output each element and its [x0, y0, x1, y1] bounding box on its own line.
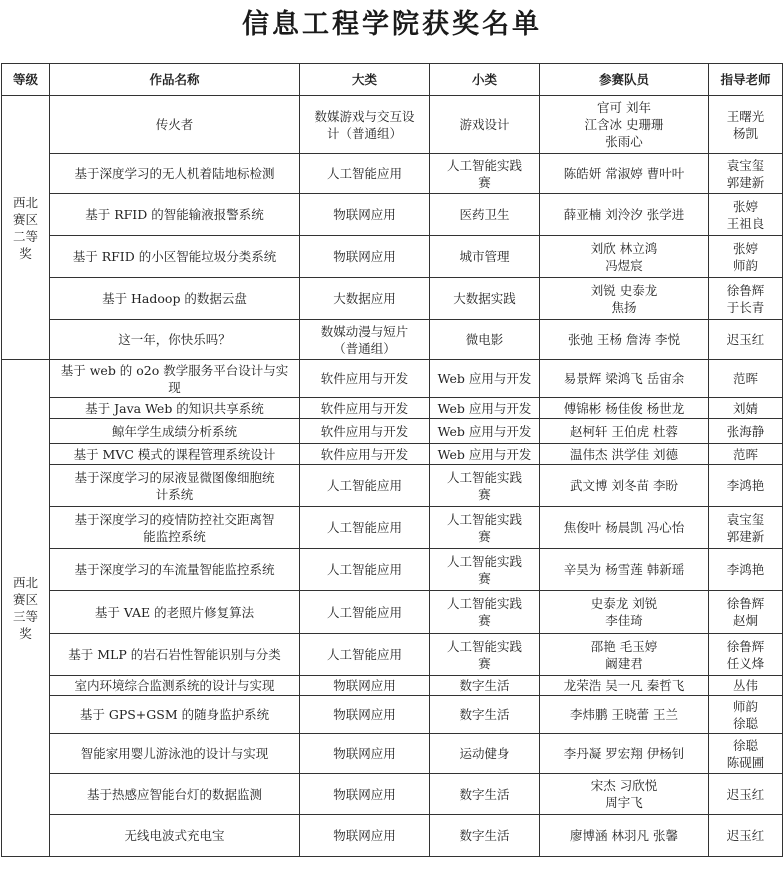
team-members-cell: [540, 696, 709, 734]
cell-line: 人工智能实践: [446, 553, 522, 569]
cell-line: 基于 RFID 的智能输液报警系统: [85, 207, 264, 222]
advisor-cell: [709, 465, 783, 507]
cell-line: 官可 刘年: [597, 100, 651, 115]
category-cell: [300, 419, 430, 444]
cell-line: 软件应用与开发: [320, 371, 409, 386]
cell-line: 赛: [478, 486, 491, 502]
work-name-cell: [50, 398, 300, 419]
cell-line: 人工智能应用: [326, 604, 402, 620]
category-cell: [300, 96, 430, 154]
team-members-cell: [540, 591, 709, 634]
team-members-cell: [540, 676, 709, 696]
cell-line: 张婷: [732, 198, 758, 214]
cell-line: 人工智能实践: [446, 511, 522, 527]
advisor-cell: [709, 774, 783, 815]
cell-line: 室内环境综合监测系统的设计与实现: [74, 678, 275, 693]
category-cell: [300, 444, 430, 465]
award-level-line: 奖: [19, 626, 32, 641]
header-work-name: 作品名称: [50, 64, 300, 96]
cell-line: 郭建新: [726, 528, 765, 544]
advisor-cell: [709, 360, 783, 398]
work-name-cell: [50, 507, 300, 549]
category-cell: [300, 774, 430, 815]
category-cell: [300, 634, 430, 676]
table-row: [2, 634, 783, 676]
cell-line: 基于 MLP 的岩石岩性智能识别与分类: [68, 647, 281, 662]
cell-line: 刘锐 史泰龙: [590, 282, 658, 298]
cell-line: 李鸿艳: [726, 562, 765, 577]
subcategory-cell: [430, 360, 540, 398]
table-row: [2, 96, 783, 154]
subcategory-cell: [430, 507, 540, 549]
cell-line: 基于 GPS+GSM 的随身监护系统: [79, 707, 270, 722]
category-cell: [300, 591, 430, 634]
team-members-cell: [540, 774, 709, 815]
category-cell: [300, 320, 430, 360]
cell-line: 现: [168, 379, 181, 395]
table-row: [2, 419, 783, 444]
cell-line: 徐鲁辉: [726, 638, 765, 654]
header-team-members: 参赛队员: [540, 64, 709, 96]
table-row: [2, 815, 783, 857]
subcategory-cell: [430, 278, 540, 320]
cell-line: 龙荣浩 吴一凡 秦哲飞: [563, 678, 685, 693]
work-name-cell: [50, 591, 300, 634]
category-cell: [300, 696, 430, 734]
cell-line: 赛: [478, 528, 491, 544]
cell-line: 冯煜宸: [605, 257, 643, 273]
cell-line: 基于深度学习的疫情防控社交距离智: [74, 511, 275, 527]
cell-line: 基于深度学习的尿液显微图像细胞统: [74, 469, 275, 485]
cell-line: 李鸿艳: [726, 478, 765, 493]
award-level-line: 二等: [12, 228, 38, 244]
cell-line: 王祖良: [726, 215, 765, 231]
team-members-cell: [540, 634, 709, 676]
cell-line: 李炜鹏 王晓蕾 王兰: [570, 707, 678, 722]
table-row: [2, 236, 783, 278]
cell-line: 薛亚楠 刘泠汐 张学进: [563, 207, 685, 222]
subcategory-cell: [430, 634, 540, 676]
table-row: [2, 696, 783, 734]
cell-line: 基于 Hadoop 的数据云盘: [102, 291, 247, 306]
cell-line: 武文博 刘冬苗 李盼: [570, 478, 678, 493]
advisor-cell: [709, 444, 783, 465]
cell-line: 基于 VAE 的老照片修复算法: [94, 604, 255, 620]
advisor-cell: [709, 96, 783, 154]
category-cell: [300, 398, 430, 419]
cell-line: 人工智能应用: [326, 166, 402, 181]
cell-line: 陈皓妍 常淑婷 曹叶叶: [563, 166, 685, 181]
cell-line: 张海静: [726, 423, 765, 439]
cell-line: 物联网应用: [333, 786, 396, 802]
cell-line: 范晖: [732, 371, 758, 386]
work-name-cell: [50, 320, 300, 360]
cell-line: 传火者: [155, 117, 194, 132]
work-name-cell: [50, 774, 300, 815]
advisor-cell: [709, 236, 783, 278]
subcategory-cell: [430, 444, 540, 465]
table-row: [2, 734, 783, 774]
cell-line: Web 应用与开发: [437, 371, 532, 386]
cell-line: 游戏设计: [459, 117, 510, 132]
cell-line: 大数据实践: [453, 291, 516, 306]
team-members-cell: [540, 507, 709, 549]
cell-line: 焦扬: [611, 299, 637, 315]
table-body: [2, 96, 783, 857]
advisor-cell: [709, 194, 783, 236]
advisor-cell: [709, 320, 783, 360]
advisor-cell: [709, 634, 783, 676]
cell-line: 基于热感应智能台灯的数据监测: [86, 786, 262, 802]
cell-line: （普通组）: [333, 340, 396, 356]
subcategory-cell: [430, 676, 540, 696]
cell-line: 软件应用与开发: [320, 423, 409, 439]
cell-line: 郭建新: [726, 174, 765, 190]
table-row: [2, 194, 783, 236]
cell-line: 计（普通组）: [326, 125, 402, 141]
award-level-line: 赛区: [12, 592, 38, 607]
table-row: [2, 676, 783, 696]
advisor-cell: [709, 549, 783, 591]
cell-line: 人工智能应用: [326, 520, 402, 535]
cell-line: 于长青: [726, 299, 765, 315]
work-name-cell: [50, 815, 300, 857]
advisor-cell: [709, 734, 783, 774]
advisor-cell: [709, 591, 783, 634]
category-cell: [300, 676, 430, 696]
cell-line: 赵柯轩 王伯虎 杜蓉: [570, 423, 678, 439]
cell-line: 迟玉红: [726, 786, 765, 802]
table-row: [2, 465, 783, 507]
cell-line: 师韵: [732, 257, 758, 273]
cell-line: 师韵: [732, 698, 758, 714]
cell-line: 数字生活: [459, 678, 510, 693]
page-title: 信息工程学院获奖名单: [242, 9, 542, 40]
cell-line: 阚建君: [605, 655, 643, 671]
cell-line: Web 应用与开发: [437, 400, 532, 416]
cell-line: 物联网应用: [333, 249, 396, 264]
cell-line: 赛: [478, 655, 491, 671]
subcategory-cell: [430, 591, 540, 634]
cell-line: 赛: [478, 570, 491, 586]
cell-line: 宋杰 习欣悦: [590, 778, 658, 793]
cell-line: 张婷: [732, 240, 758, 256]
cell-line: 袁宝玺: [726, 157, 765, 173]
category-cell: [300, 236, 430, 278]
award-level-line: 三等: [12, 609, 38, 624]
cell-line: 基于 web 的 o2o 教学服务平台设计与实: [60, 362, 289, 378]
cell-line: 物联网应用: [333, 828, 396, 843]
table-row: [2, 360, 783, 398]
team-members-cell: [540, 96, 709, 154]
cell-line: 无线电波式充电宝: [124, 828, 225, 843]
award-level-line: 赛区: [12, 211, 38, 227]
work-name-cell: [50, 419, 300, 444]
award-level-cell: [2, 360, 50, 857]
category-cell: [300, 815, 430, 857]
work-name-cell: [50, 278, 300, 320]
header-subcategory: 小类: [430, 64, 540, 96]
category-cell: [300, 507, 430, 549]
category-cell: [300, 549, 430, 591]
cell-line: 徐聪: [732, 737, 758, 753]
table-row: [2, 774, 783, 815]
subcategory-cell: [430, 774, 540, 815]
cell-line: 易景辉 梁鸿飞 岳宙余: [563, 371, 685, 386]
cell-line: 软件应用与开发: [320, 400, 409, 416]
subcategory-cell: [430, 696, 540, 734]
cell-line: 微电影: [465, 332, 504, 347]
cell-line: 人工智能实践: [446, 596, 522, 611]
cell-line: Web 应用与开发: [437, 423, 532, 439]
subcategory-cell: [430, 320, 540, 360]
cell-line: 廖博涵 林羽凡 张馨: [570, 828, 678, 843]
team-members-cell: [540, 465, 709, 507]
category-cell: [300, 360, 430, 398]
cell-line: 基于深度学习的车流量智能监控系统: [74, 562, 275, 577]
work-name-cell: [50, 194, 300, 236]
team-members-cell: [540, 360, 709, 398]
work-name-cell: [50, 465, 300, 507]
subcategory-cell: [430, 154, 540, 194]
subcategory-cell: [430, 398, 540, 419]
cell-line: 基于 Java Web 的知识共享系统: [85, 400, 264, 416]
cell-line: 数媒动漫与短片: [320, 323, 409, 339]
cell-line: Web 应用与开发: [437, 446, 532, 462]
team-members-cell: [540, 419, 709, 444]
category-cell: [300, 465, 430, 507]
cell-line: 徐鲁辉: [726, 596, 765, 611]
cell-line: 刘婧: [732, 400, 758, 416]
category-cell: [300, 194, 430, 236]
cell-line: 周宇飞: [605, 795, 643, 810]
subcategory-cell: [430, 194, 540, 236]
cell-line: 杨凯: [732, 125, 758, 141]
cell-line: 王曙光: [726, 108, 765, 124]
cell-line: 赛: [478, 613, 491, 628]
subcategory-cell: [430, 96, 540, 154]
cell-line: 基于 MVC 模式的课程管理系统设计: [73, 446, 276, 462]
cell-line: 袁宝玺: [726, 511, 765, 527]
table-row: [2, 549, 783, 591]
cell-line: 傅锦彬 杨佳俊 杨世龙: [563, 400, 685, 416]
table-row: [2, 278, 783, 320]
cell-line: 基于深度学习的无人机着陆地标检测: [74, 166, 275, 181]
cell-line: 数字生活: [459, 786, 510, 802]
cell-line: 迟玉红: [726, 828, 765, 843]
cell-line: 物联网应用: [333, 207, 396, 222]
team-members-cell: [540, 154, 709, 194]
team-members-cell: [540, 815, 709, 857]
table-row: [2, 507, 783, 549]
subcategory-cell: [430, 419, 540, 444]
cell-line: 邵艳 毛玉婷: [590, 638, 658, 654]
table-header-row: [2, 64, 783, 96]
cell-line: 软件应用与开发: [320, 446, 409, 462]
cell-line: 人工智能实践: [446, 638, 522, 654]
team-members-cell: [540, 278, 709, 320]
cell-line: 人工智能实践: [446, 469, 522, 485]
cell-line: 史泰龙 刘锐: [590, 596, 658, 611]
award-table: [1, 63, 783, 857]
advisor-cell: [709, 278, 783, 320]
advisor-cell: [709, 696, 783, 734]
cell-line: 物联网应用: [333, 707, 396, 722]
cell-line: 张雨心: [605, 134, 643, 149]
cell-line: 智能家用婴儿游泳池的设计与实现: [80, 746, 269, 761]
team-members-cell: [540, 320, 709, 360]
work-name-cell: [50, 96, 300, 154]
cell-line: 数字生活: [459, 707, 510, 722]
cell-line: 人工智能应用: [326, 562, 402, 577]
cell-line: 江含冰 史珊珊: [584, 117, 664, 132]
category-cell: [300, 734, 430, 774]
cell-line: 李佳琦: [605, 613, 643, 628]
table-row: [2, 154, 783, 194]
subcategory-cell: [430, 236, 540, 278]
team-members-cell: [540, 398, 709, 419]
table-row: [2, 444, 783, 465]
award-level-line: 奖: [19, 245, 32, 261]
work-name-cell: [50, 444, 300, 465]
header-category: 大类: [300, 64, 430, 96]
cell-line: 能监控系统: [143, 528, 206, 544]
advisor-cell: [709, 676, 783, 696]
work-name-cell: [50, 676, 300, 696]
cell-line: 赛: [478, 174, 491, 190]
table-row: [2, 398, 783, 419]
team-members-cell: [540, 549, 709, 591]
header-level: 等级: [2, 64, 50, 96]
cell-line: 辛昊为 杨雪莲 韩新瑶: [563, 562, 685, 577]
cell-line: 医药卫生: [459, 207, 510, 222]
subcategory-cell: [430, 465, 540, 507]
award-level-cell: [2, 96, 50, 360]
advisor-cell: [709, 419, 783, 444]
team-members-cell: [540, 734, 709, 774]
cell-line: 迟玉红: [726, 332, 765, 347]
cell-line: 鲸年学生成绩分析系统: [111, 423, 237, 439]
cell-line: 任义烽: [726, 655, 765, 671]
subcategory-cell: [430, 549, 540, 591]
cell-line: 物联网应用: [333, 746, 396, 761]
team-members-cell: [540, 194, 709, 236]
advisor-cell: [709, 398, 783, 419]
cell-line: 基于 RFID 的小区智能垃圾分类系统: [72, 249, 277, 264]
cell-line: 焦俊叶 杨晨凯 冯心怡: [563, 520, 685, 535]
award-level-line: 西北: [12, 575, 38, 590]
subcategory-cell: [430, 815, 540, 857]
work-name-cell: [50, 734, 300, 774]
award-level-line: 西北: [12, 194, 38, 210]
cell-line: 张弛 王杨 詹涛 李悦: [568, 332, 680, 347]
header-advisor: 指导老师: [709, 64, 783, 96]
advisor-cell: [709, 154, 783, 194]
subcategory-cell: [430, 734, 540, 774]
cell-line: 物联网应用: [333, 678, 396, 693]
cell-line: 大数据应用: [333, 291, 396, 306]
work-name-cell: [50, 154, 300, 194]
work-name-cell: [50, 634, 300, 676]
cell-line: 范晖: [732, 446, 758, 462]
cell-line: 李丹凝 罗宏翔 伊杨钊: [563, 746, 685, 761]
cell-line: 人工智能实践: [446, 157, 522, 173]
cell-line: 赵炯: [732, 613, 758, 628]
cell-line: 计系统: [155, 486, 194, 502]
cell-line: 温伟杰 洪学佳 刘德: [570, 446, 678, 462]
cell-line: 刘欣 林立鸿: [590, 240, 658, 256]
table-row: [2, 320, 783, 360]
category-cell: [300, 154, 430, 194]
advisor-cell: [709, 815, 783, 857]
cell-line: 数字生活: [459, 828, 510, 843]
cell-line: 陈砚圃: [726, 754, 765, 770]
cell-line: 运动健身: [459, 746, 510, 761]
work-name-cell: [50, 549, 300, 591]
cell-line: 徐聪: [732, 715, 758, 731]
cell-line: 丛伟: [732, 678, 758, 693]
work-name-cell: [50, 236, 300, 278]
work-name-cell: [50, 360, 300, 398]
cell-line: 人工智能应用: [326, 647, 402, 662]
advisor-cell: [709, 507, 783, 549]
table-row: [2, 591, 783, 634]
cell-line: 徐鲁辉: [726, 282, 765, 298]
cell-line: 城市管理: [459, 249, 510, 264]
cell-line: 数媒游戏与交互设: [314, 108, 415, 124]
work-name-cell: [50, 696, 300, 734]
team-members-cell: [540, 236, 709, 278]
category-cell: [300, 278, 430, 320]
cell-line: 这一年，你快乐吗？: [118, 332, 231, 347]
team-members-cell: [540, 444, 709, 465]
cell-line: 人工智能应用: [326, 478, 402, 493]
